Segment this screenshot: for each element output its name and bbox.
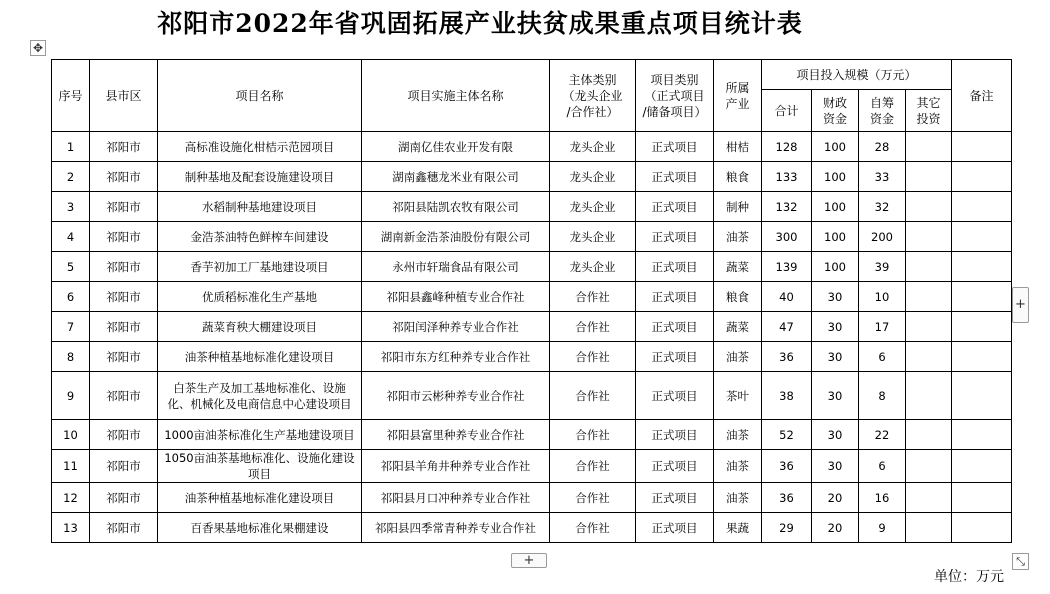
header-investment-scale: 项目投入规模（万元） (762, 60, 952, 90)
header-implementer: 项目实施主体名称 (362, 60, 550, 132)
cell-seq[interactable]: 12 (52, 483, 90, 513)
cell-self-raised[interactable]: 16 (859, 483, 906, 513)
cell-county[interactable]: 祁阳市 (90, 513, 158, 543)
cell-fiscal[interactable]: 100 (812, 192, 859, 222)
cell-total[interactable]: 139 (762, 252, 812, 282)
add-row-button[interactable]: + (511, 553, 547, 568)
cell-remark[interactable] (952, 252, 1012, 282)
cell-self-raised[interactable]: 32 (859, 192, 906, 222)
table-row (52, 282, 1012, 312)
cell-county[interactable]: 祁阳市 (90, 162, 158, 192)
cell-county[interactable]: 祁阳市 (90, 372, 158, 420)
cell-remark[interactable] (952, 282, 1012, 312)
cell-project-type[interactable]: 正式项目 (636, 282, 714, 312)
cell-total[interactable]: 36 (762, 450, 812, 483)
cell-other[interactable] (906, 450, 952, 483)
cell-seq[interactable]: 10 (52, 420, 90, 450)
table-row (52, 132, 1012, 162)
cell-fiscal[interactable]: 100 (812, 162, 859, 192)
cell-industry[interactable]: 果蔬 (714, 513, 762, 543)
cell-industry[interactable]: 制种 (714, 192, 762, 222)
cell-self-raised[interactable]: 10 (859, 282, 906, 312)
cell-total[interactable]: 36 (762, 483, 812, 513)
header-industry: 所属 产业 (714, 60, 762, 132)
cell-project-type[interactable]: 正式项目 (636, 132, 714, 162)
cell-remark[interactable] (952, 222, 1012, 252)
cell-entity-type[interactable]: 龙头企业 (550, 222, 636, 252)
table-row (52, 162, 1012, 192)
cell-other[interactable] (906, 483, 952, 513)
table-row (52, 342, 1012, 372)
table-header (52, 60, 1012, 132)
cell-total[interactable]: 300 (762, 222, 812, 252)
table-row (52, 450, 1012, 483)
cell-remark[interactable] (952, 162, 1012, 192)
cell-total[interactable]: 132 (762, 192, 812, 222)
cell-industry[interactable]: 粮食 (714, 282, 762, 312)
cell-county[interactable]: 祁阳市 (90, 192, 158, 222)
cell-entity-type[interactable]: 龙头企业 (550, 192, 636, 222)
cell-seq[interactable]: 2 (52, 162, 90, 192)
cell-other[interactable] (906, 513, 952, 543)
cell-self-raised[interactable]: 17 (859, 312, 906, 342)
cell-remark[interactable] (952, 192, 1012, 222)
cell-total[interactable]: 52 (762, 420, 812, 450)
cell-project-name[interactable]: 制种基地及配套设施建设项目 (158, 162, 362, 192)
cell-seq[interactable]: 8 (52, 342, 90, 372)
cell-project-name[interactable]: 高标准设施化柑桔示范园项目 (158, 132, 362, 162)
cell-county[interactable]: 祁阳市 (90, 483, 158, 513)
cell-implementer[interactable]: 祁阳县月口冲种养专业合作社 (362, 483, 550, 513)
cell-project-name[interactable]: 1000亩油茶标准化生产基地建设项目 (158, 420, 362, 450)
cell-county[interactable]: 祁阳市 (90, 282, 158, 312)
cell-implementer[interactable]: 湖南亿佳农业开发有限 (362, 132, 550, 162)
cell-self-raised[interactable]: 200 (859, 222, 906, 252)
cell-other[interactable] (906, 372, 952, 420)
cell-other[interactable] (906, 312, 952, 342)
cell-project-type[interactable]: 正式项目 (636, 420, 714, 450)
cell-industry[interactable]: 柑桔 (714, 132, 762, 162)
cell-industry[interactable]: 茶叶 (714, 372, 762, 420)
cell-project-name[interactable]: 水稻制种基地建设项目 (158, 192, 362, 222)
cell-seq[interactable]: 13 (52, 513, 90, 543)
cell-project-name[interactable]: 百香果基地标准化果棚建设 (158, 513, 362, 543)
cell-fiscal[interactable]: 30 (812, 282, 859, 312)
cell-seq[interactable]: 3 (52, 192, 90, 222)
cell-total[interactable]: 38 (762, 372, 812, 420)
cell-project-name[interactable]: 优质稻标准化生产基地 (158, 282, 362, 312)
cell-remark[interactable] (952, 483, 1012, 513)
cell-implementer[interactable]: 祁阳市云彬种养专业合作社 (362, 372, 550, 420)
cell-industry[interactable]: 蔬菜 (714, 252, 762, 282)
cell-total[interactable]: 36 (762, 342, 812, 372)
project-statistics-table (51, 59, 1012, 543)
cell-industry[interactable]: 油茶 (714, 450, 762, 483)
cell-fiscal[interactable]: 100 (812, 252, 859, 282)
cell-implementer[interactable]: 湖南新金浩茶油股份有限公司 (362, 222, 550, 252)
cell-project-name[interactable]: 香芋初加工厂基地建设项目 (158, 252, 362, 282)
header-total: 合计 (762, 90, 812, 132)
cell-implementer[interactable]: 祁阳县鑫峰种植专业合作社 (362, 282, 550, 312)
cell-other[interactable] (906, 282, 952, 312)
header-other: 其它 投资 (906, 90, 952, 132)
cell-remark[interactable] (952, 450, 1012, 483)
table-row (52, 372, 1012, 420)
table-resize-handle-icon[interactable]: ⤡ (1012, 553, 1029, 570)
cell-county[interactable]: 祁阳市 (90, 342, 158, 372)
cell-self-raised[interactable]: 39 (859, 252, 906, 282)
cell-implementer[interactable]: 永州市轩瑞食品有限公司 (362, 252, 550, 282)
cell-project-name[interactable]: 白茶生产及加工基地标准化、设施化、机械化及电商信息中心建设项目 (158, 372, 362, 420)
cell-industry[interactable]: 粮食 (714, 162, 762, 192)
header-seq: 序号 (52, 60, 90, 132)
cell-fiscal[interactable]: 100 (812, 222, 859, 252)
cell-project-type[interactable]: 正式项目 (636, 222, 714, 252)
cell-remark[interactable] (952, 342, 1012, 372)
cell-project-name[interactable]: 金浩茶油特色鲜榨车间建设 (158, 222, 362, 252)
table-row (52, 420, 1012, 450)
unit-label: 单位：万元 (934, 569, 1004, 585)
cell-industry[interactable]: 油茶 (714, 420, 762, 450)
cell-implementer[interactable]: 祁阳县陆凯农牧有限公司 (362, 192, 550, 222)
cell-implementer[interactable]: 祁阳县四季常青种养专业合作社 (362, 513, 550, 543)
cell-fiscal[interactable]: 30 (812, 450, 859, 483)
cell-self-raised[interactable]: 22 (859, 420, 906, 450)
cell-entity-type[interactable]: 龙头企业 (550, 252, 636, 282)
cell-county[interactable]: 祁阳市 (90, 450, 158, 483)
cell-remark[interactable] (952, 312, 1012, 342)
table-row (52, 222, 1012, 252)
header-self-raised: 自筹 资金 (859, 90, 906, 132)
cell-total[interactable]: 40 (762, 282, 812, 312)
cell-seq[interactable]: 11 (52, 450, 90, 483)
cell-self-raised[interactable]: 33 (859, 162, 906, 192)
cell-entity-type[interactable]: 合作社 (550, 420, 636, 450)
table-row (52, 513, 1012, 543)
header-project-type: 项目类别 （正式项目 /储备项目） (636, 60, 714, 132)
cell-county[interactable]: 祁阳市 (90, 132, 158, 162)
cell-implementer[interactable]: 祁阳市东方红种养专业合作社 (362, 342, 550, 372)
cell-project-name[interactable]: 1050亩油茶基地标准化、设施化建设项目 (158, 450, 362, 483)
cell-seq[interactable]: 7 (52, 312, 90, 342)
cell-other[interactable] (906, 342, 952, 372)
cell-project-type[interactable]: 正式项目 (636, 450, 714, 483)
cell-project-name[interactable]: 油茶种植基地标准化建设项目 (158, 342, 362, 372)
cell-entity-type[interactable]: 合作社 (550, 342, 636, 372)
cell-entity-type[interactable]: 合作社 (550, 312, 636, 342)
cell-self-raised[interactable]: 28 (859, 132, 906, 162)
cell-project-type[interactable]: 正式项目 (636, 372, 714, 420)
cell-fiscal[interactable]: 30 (812, 372, 859, 420)
cell-implementer[interactable]: 祁阳闰泽种养专业合作社 (362, 312, 550, 342)
cell-total[interactable]: 47 (762, 312, 812, 342)
cell-implementer[interactable]: 湖南鑫穗龙米业有限公司 (362, 162, 550, 192)
cell-county[interactable]: 祁阳市 (90, 222, 158, 252)
cell-county[interactable]: 祁阳市 (90, 312, 158, 342)
cell-seq[interactable]: 6 (52, 282, 90, 312)
cell-entity-type[interactable]: 合作社 (550, 282, 636, 312)
cell-project-type[interactable]: 正式项目 (636, 513, 714, 543)
cell-self-raised[interactable]: 6 (859, 450, 906, 483)
cell-total[interactable]: 29 (762, 513, 812, 543)
cell-fiscal[interactable]: 30 (812, 420, 859, 450)
cell-other[interactable] (906, 162, 952, 192)
cell-county[interactable]: 祁阳市 (90, 420, 158, 450)
cell-entity-type[interactable]: 合作社 (550, 372, 636, 420)
table-row (52, 483, 1012, 513)
cell-other[interactable] (906, 420, 952, 450)
cell-county[interactable]: 祁阳市 (90, 252, 158, 282)
cell-fiscal[interactable]: 30 (812, 312, 859, 342)
cell-other[interactable] (906, 192, 952, 222)
cell-project-type[interactable]: 正式项目 (636, 252, 714, 282)
cell-remark[interactable] (952, 513, 1012, 543)
cell-other[interactable] (906, 132, 952, 162)
cell-project-name[interactable]: 油茶种植基地标准化建设项目 (158, 483, 362, 513)
cell-total[interactable]: 128 (762, 132, 812, 162)
cell-seq[interactable]: 9 (52, 372, 90, 420)
cell-project-type[interactable]: 正式项目 (636, 312, 714, 342)
cell-industry[interactable]: 蔬菜 (714, 312, 762, 342)
cell-project-type[interactable]: 正式项目 (636, 483, 714, 513)
cell-total[interactable]: 133 (762, 162, 812, 192)
table-row (52, 252, 1012, 282)
document-title: 祁阳市2022年省巩固拓展产业扶贫成果重点项目统计表 (157, 9, 803, 38)
cell-seq[interactable]: 4 (52, 222, 90, 252)
cell-entity-type[interactable]: 龙头企业 (550, 132, 636, 162)
cell-industry[interactable]: 油茶 (714, 483, 762, 513)
table-move-handle-icon[interactable]: ✥ (30, 40, 46, 56)
cell-fiscal[interactable]: 100 (812, 132, 859, 162)
table-body (52, 132, 1012, 543)
cell-self-raised[interactable]: 8 (859, 372, 906, 420)
cell-project-type[interactable]: 正式项目 (636, 162, 714, 192)
cell-entity-type[interactable]: 合作社 (550, 483, 636, 513)
table-row (52, 312, 1012, 342)
cell-project-type[interactable]: 正式项目 (636, 192, 714, 222)
cell-seq[interactable]: 5 (52, 252, 90, 282)
cell-entity-type[interactable]: 龙头企业 (550, 162, 636, 192)
cell-other[interactable] (906, 222, 952, 252)
header-fiscal: 财政 资金 (812, 90, 859, 132)
cell-remark[interactable] (952, 372, 1012, 420)
cell-self-raised[interactable]: 9 (859, 513, 906, 543)
cell-project-type[interactable]: 正式项目 (636, 342, 714, 372)
cell-implementer[interactable]: 祁阳县富里种养专业合作社 (362, 420, 550, 450)
cell-entity-type[interactable]: 合作社 (550, 513, 636, 543)
cell-implementer[interactable]: 祁阳县羊角井种养专业合作社 (362, 450, 550, 483)
cell-seq[interactable]: 1 (52, 132, 90, 162)
cell-fiscal[interactable]: 20 (812, 483, 859, 513)
cell-industry[interactable]: 油茶 (714, 222, 762, 252)
cell-remark[interactable] (952, 132, 1012, 162)
table-row (52, 192, 1012, 222)
header-county: 县市区 (90, 60, 158, 132)
add-column-button[interactable]: + (1012, 287, 1029, 323)
cell-industry[interactable]: 油茶 (714, 342, 762, 372)
cell-remark[interactable] (952, 420, 1012, 450)
cell-fiscal[interactable]: 30 (812, 342, 859, 372)
cell-project-name[interactable]: 蔬菜育秧大棚建设项目 (158, 312, 362, 342)
header-remarks: 备注 (952, 60, 1012, 132)
header-project-name: 项目名称 (158, 60, 362, 132)
cell-other[interactable] (906, 252, 952, 282)
cell-self-raised[interactable]: 6 (859, 342, 906, 372)
cell-entity-type[interactable]: 合作社 (550, 450, 636, 483)
header-entity-type: 主体类别 （龙头企业 /合作社） (550, 60, 636, 132)
cell-fiscal[interactable]: 20 (812, 513, 859, 543)
